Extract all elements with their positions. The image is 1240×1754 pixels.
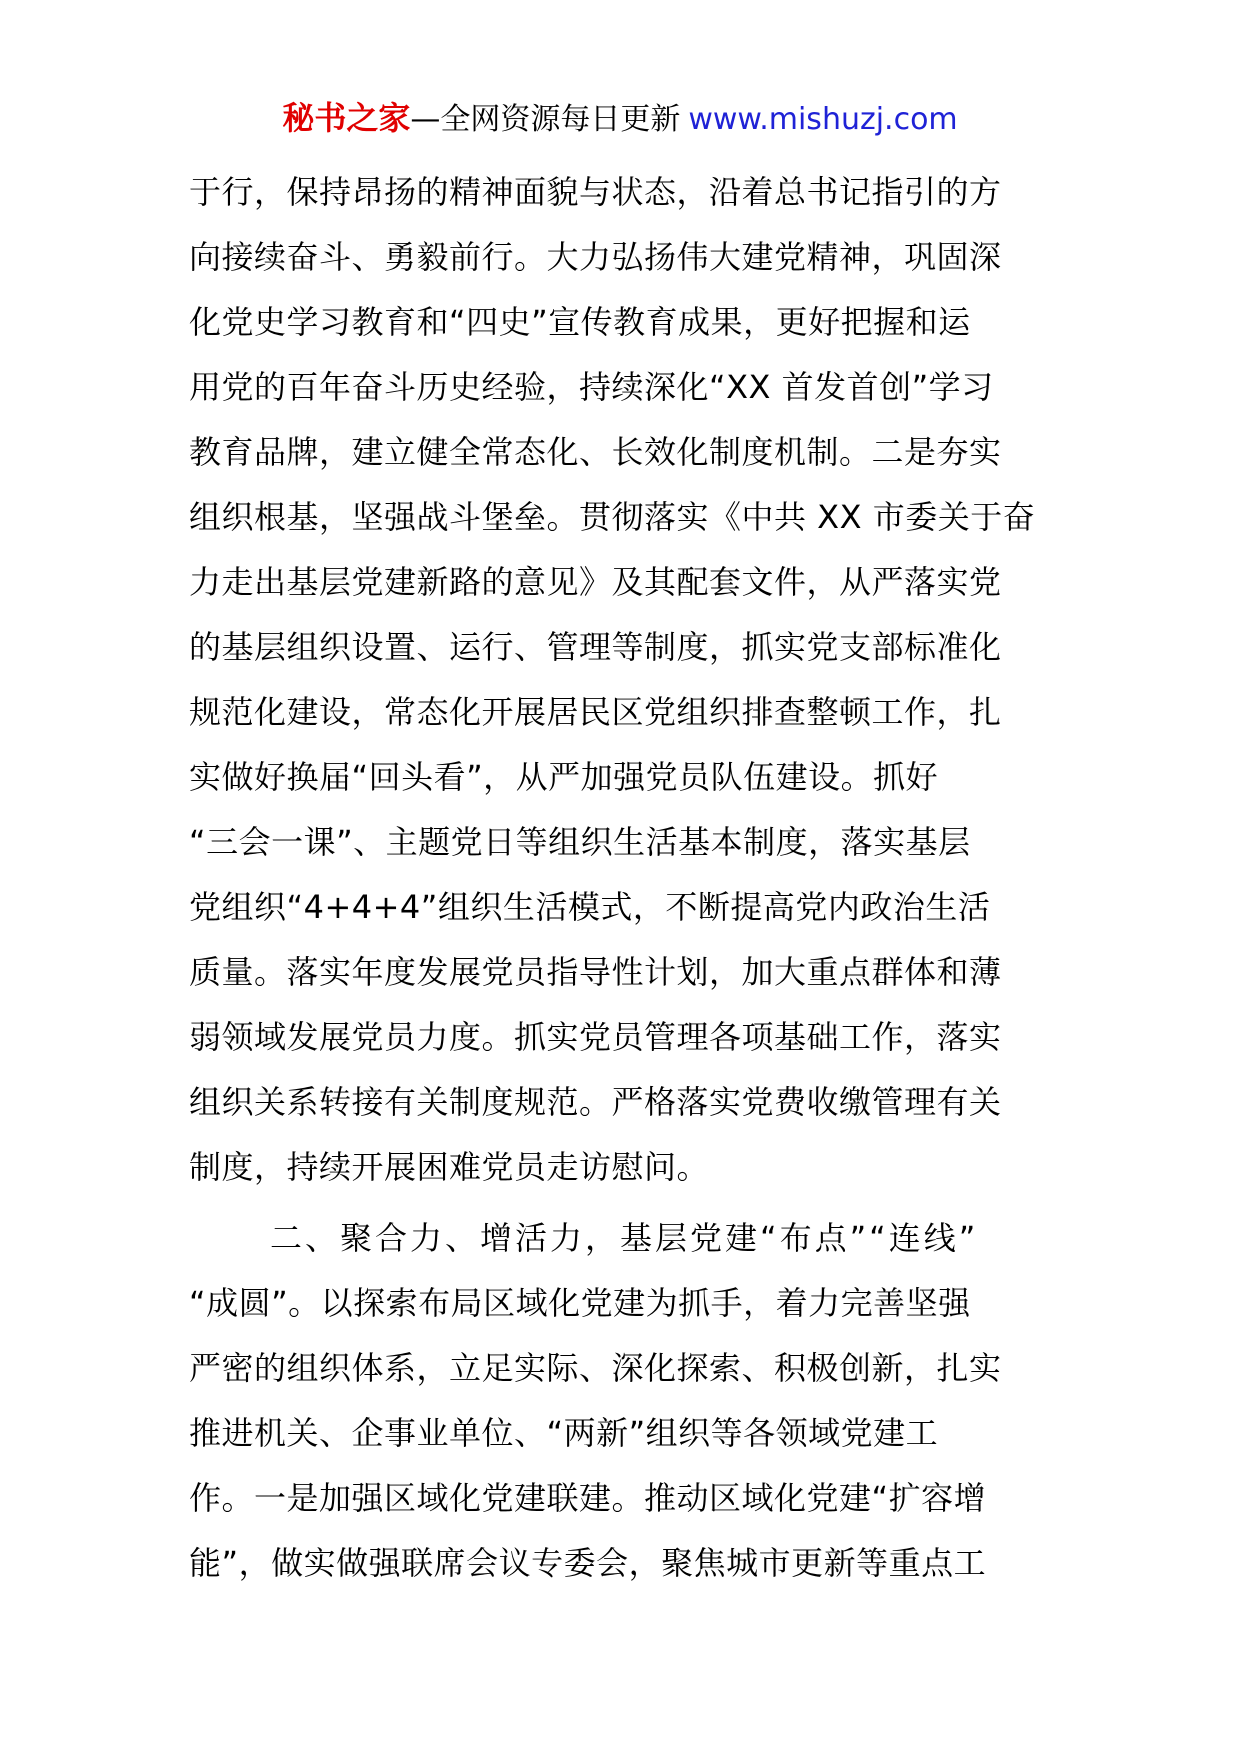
site-url-link[interactable]: www.mishuzj.com — [688, 102, 958, 137]
text-line: 推进机关、企事业单位、“两新”组织等各领域党建工 — [189, 1414, 939, 1452]
text-line: 于行，保持昂扬的精神面貌与状态，沿着总书记指引的方 — [189, 173, 1002, 211]
text-line: “三会一课”、主题党日等组织生活基本制度，落实基层 — [189, 823, 971, 861]
text-line: 用党的百年奋斗历史经验，持续深化“XX 首发首创”学习 — [189, 368, 994, 406]
document-body — [189, 160, 1059, 1596]
text-line: 质量。落实年度发展党员指导性计划，加大重点群体和薄 — [189, 953, 1002, 991]
text-line: 制度，持续开展困难党员走访慰问。 — [189, 1148, 710, 1186]
text-line: “成圆”。以探索布局区域化党建为抓手，着力完善坚强 — [189, 1284, 971, 1322]
text-line: 组织关系转接有关制度规范。严格落实党费收缴管理有关 — [189, 1083, 1002, 1121]
text-line: 实做好换届“回头看”，从严加强党员队伍建设。抓好 — [189, 758, 939, 796]
section-heading-line: 二、聚合力、增活力，基层党建“布点”“连线” — [270, 1219, 979, 1257]
text-line: 的基层组织设置、运行、管理等制度，抓实党支部标准化 — [189, 628, 1002, 666]
page-header — [0, 96, 1240, 142]
brand-name: 秘书之家 — [282, 99, 411, 137]
text-line: 力走出基层党建新路的意见》及其配套文件，从严落实党 — [189, 563, 1002, 601]
text-line: 弱领域发展党员力度。抓实党员管理各项基础工作，落实 — [189, 1018, 1002, 1056]
text-line: 组织根基，坚强战斗堡垒。贯彻落实《中共 XX 市委关于奋 — [189, 498, 1036, 536]
text-line: 教育品牌，建立健全常态化、长效化制度机制。二是夯实 — [189, 433, 1002, 471]
text-line: 规范化建设，常态化开展居民区党组织排查整顿工作，扎 — [189, 693, 1002, 731]
text-line: 化党史学习教育和“四史”宣传教育成果，更好把握和运 — [189, 303, 971, 341]
text-line: 能”，做实做强联席会议专委会，聚焦城市更新等重点工 — [189, 1544, 987, 1582]
text-line: 党组织“4+4+4”组织生活模式，不断提高党内政治生活 — [189, 888, 991, 926]
text-line: 向接续奋斗、勇毅前行。大力弘扬伟大建党精神，巩固深 — [189, 238, 1002, 276]
text-line: 严密的组织体系，立足实际、深化探索、积极创新，扎实 — [189, 1349, 1002, 1387]
text-line: 作。一是加强区域化党建联建。推动区域化党建“扩容增 — [189, 1479, 987, 1517]
header-tagline: —全网资源每日更新 — [410, 102, 681, 137]
